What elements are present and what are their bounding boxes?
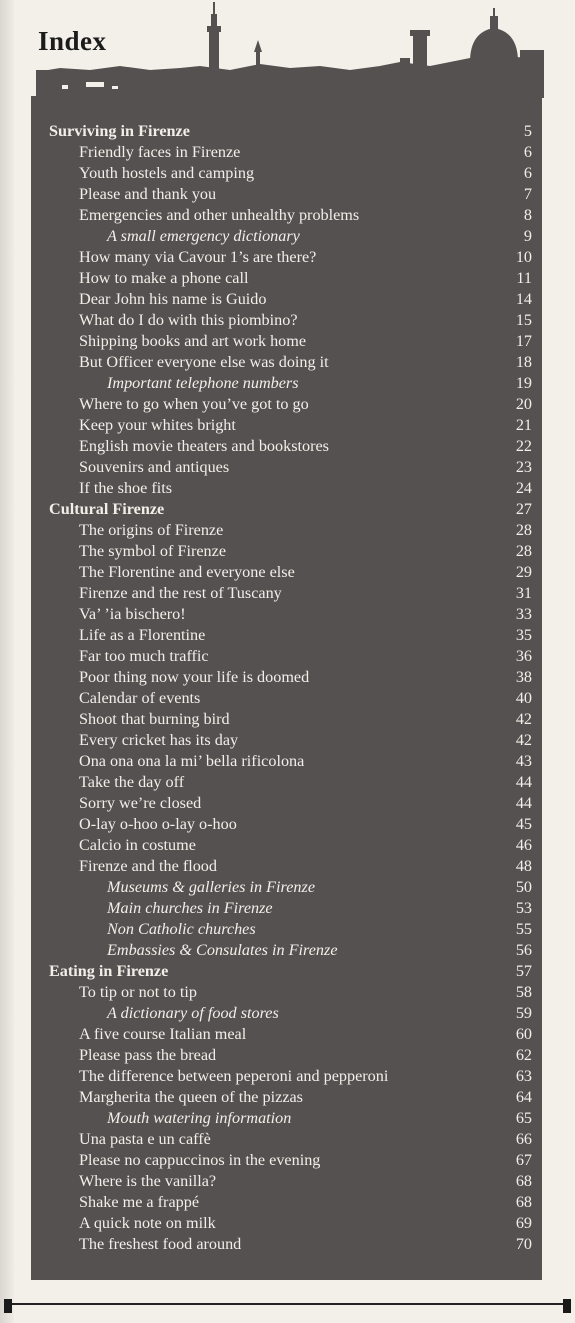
index-entry <box>31 289 542 310</box>
entry-label: Please and thank you <box>79 185 217 203</box>
index-entry <box>31 814 542 835</box>
entry-page-number: 40 <box>515 689 532 707</box>
entry-label: A dictionary of food stores <box>107 1004 279 1022</box>
entry-page-number: 21 <box>515 416 532 434</box>
index-entry <box>31 268 542 289</box>
index-title: Index <box>38 26 107 56</box>
entry-label: Youth hostels and camping <box>79 164 255 182</box>
index-entry <box>31 583 542 604</box>
entry-label: Main churches in Firenze <box>107 899 273 917</box>
index-subentry <box>31 877 542 898</box>
entry-label: How to make a phone call <box>79 269 249 287</box>
entry-label: A five course Italian meal <box>79 1025 247 1043</box>
entry-label: A small emergency dictionary <box>107 227 300 245</box>
index-entry <box>31 457 542 478</box>
entry-label: The Florentine and everyone else <box>79 563 295 581</box>
entry-page-number: 68 <box>515 1172 532 1190</box>
index-entry <box>31 1129 542 1150</box>
entry-page-number: 36 <box>515 647 532 665</box>
index-section <box>31 121 542 142</box>
index-entry <box>31 1150 542 1171</box>
entry-page-number: 28 <box>515 521 532 539</box>
entry-label: Important telephone numbers <box>107 374 299 392</box>
entry-label: Va’ ’ia bischero! <box>79 605 186 623</box>
entry-page-number: 8 <box>523 206 532 224</box>
entry-label: The origins of Firenze <box>79 521 224 539</box>
entry-page-number: 7 <box>523 185 532 203</box>
entry-label: Where to go when you’ve got to go <box>79 395 309 413</box>
index-entry <box>31 625 542 646</box>
page-gutter <box>0 0 14 1323</box>
index-entry <box>31 982 542 1003</box>
entry-label: Margherita the queen of the pizzas <box>79 1088 303 1106</box>
entry-page-number: 63 <box>515 1067 532 1085</box>
index-entry <box>31 1066 542 1087</box>
index-entry <box>31 331 542 352</box>
entry-page-number: 69 <box>515 1214 532 1232</box>
entry-page-number: 29 <box>515 563 532 581</box>
entry-label: Museums & galleries in Firenze <box>107 878 316 896</box>
entry-label: Please pass the bread <box>79 1046 217 1064</box>
index-entry <box>31 394 542 415</box>
index-subentry <box>31 940 542 961</box>
entry-page-number: 28 <box>515 542 532 560</box>
entry-page-number: 42 <box>515 731 532 749</box>
entry-label: Sorry we’re closed <box>79 794 202 812</box>
entry-label: To tip or not to tip <box>79 983 198 1001</box>
entry-page-number: 56 <box>515 941 532 959</box>
entry-label: But Officer everyone else was doing it <box>79 353 329 371</box>
index-entries <box>31 121 542 1255</box>
entry-label: If the shoe fits <box>79 479 173 497</box>
entry-page-number: 66 <box>515 1130 532 1148</box>
index-section <box>31 961 542 982</box>
index-entry <box>31 163 542 184</box>
entry-label: Keep your whites bright <box>79 416 236 434</box>
entry-page-number: 44 <box>515 794 532 812</box>
entry-page-number: 70 <box>515 1235 532 1253</box>
index-entry <box>31 520 542 541</box>
index-entry <box>31 1045 542 1066</box>
entry-page-number: 60 <box>515 1025 532 1043</box>
entry-page-number: 6 <box>523 143 532 161</box>
index-entry <box>31 751 542 772</box>
entry-label: Emergencies and other unhealthy problems <box>79 206 360 224</box>
index-entry <box>31 142 542 163</box>
entry-label: English movie theaters and bookstores <box>79 437 329 455</box>
entry-label: The symbol of Firenze <box>79 542 226 560</box>
entry-page-number: 44 <box>515 773 532 791</box>
index-entry <box>31 1024 542 1045</box>
entry-label: Shoot that burning bird <box>79 710 230 728</box>
index-entry <box>31 709 542 730</box>
entry-page-number: 17 <box>515 332 532 350</box>
entry-page-number: 48 <box>515 857 532 875</box>
entry-label: Firenze and the rest of Tuscany <box>79 584 282 602</box>
page-divider <box>8 1303 568 1305</box>
index-entry <box>31 835 542 856</box>
index-entry <box>31 793 542 814</box>
entry-page-number: 68 <box>515 1193 532 1211</box>
index-section <box>31 499 542 520</box>
entry-label: Where is the vanilla? <box>79 1172 217 1190</box>
entry-label: Take the day off <box>79 773 185 791</box>
entry-label: The freshest food around <box>79 1235 242 1253</box>
index-entry <box>31 1192 542 1213</box>
entry-page-number: 58 <box>515 983 532 1001</box>
index-entry <box>31 667 542 688</box>
index-entry <box>31 184 542 205</box>
entry-page-number: 67 <box>515 1151 532 1169</box>
entry-label: Poor thing now your life is doomed <box>79 668 310 686</box>
entry-page-number: 11 <box>516 269 532 287</box>
entry-page-number: 18 <box>515 353 532 371</box>
entry-label: Non Catholic churches <box>107 920 256 938</box>
entry-page-number: 6 <box>523 164 532 182</box>
entry-label: Friendly faces in Firenze <box>79 143 241 161</box>
index-entry <box>31 415 542 436</box>
entry-label: Eating in Firenze <box>49 962 169 980</box>
index-entry <box>31 730 542 751</box>
entry-page-number: 10 <box>515 248 532 266</box>
entry-label: The difference between peperoni and pepperoni <box>79 1067 389 1085</box>
entry-label: Cultural Firenze <box>49 500 165 518</box>
index-entry <box>31 688 542 709</box>
index-subentry <box>31 226 542 247</box>
index-entry <box>31 205 542 226</box>
entry-page-number: 22 <box>515 437 532 455</box>
entry-page-number: 23 <box>515 458 532 476</box>
index-subentry <box>31 373 542 394</box>
entry-label: Ona ona ona la mi’ bella rificolona <box>79 752 305 770</box>
entry-label: Surviving in Firenze <box>49 122 190 140</box>
index-entry <box>31 1171 542 1192</box>
entry-label: What do I do with this piombino? <box>79 311 298 329</box>
index-entry <box>31 247 542 268</box>
entry-label: How many via Cavour 1’s are there? <box>79 248 317 266</box>
corner-mark-right <box>563 1299 571 1313</box>
index-subentry <box>31 898 542 919</box>
index-entry <box>31 772 542 793</box>
entry-page-number: 65 <box>515 1109 532 1127</box>
entry-label: Shake me a frappé <box>79 1193 199 1211</box>
index-entry <box>31 646 542 667</box>
entry-label: O-lay o-hoo o-lay o-hoo <box>79 815 237 833</box>
entry-page-number: 15 <box>515 311 532 329</box>
index-entry <box>31 310 542 331</box>
index-entry <box>31 1087 542 1108</box>
index-entry <box>31 436 542 457</box>
entry-page-number: 50 <box>515 878 532 896</box>
index-entry <box>31 604 542 625</box>
index-entry <box>31 562 542 583</box>
entry-label: Far too much traffic <box>79 647 209 665</box>
entry-page-number: 42 <box>515 710 532 728</box>
entry-label: Dear John his name is Guido <box>79 290 267 308</box>
index-subentry <box>31 1108 542 1129</box>
entry-label: Life as a Florentine <box>79 626 206 644</box>
entry-label: Una pasta e un caffè <box>79 1130 211 1148</box>
entry-page-number: 9 <box>523 227 532 245</box>
index-entry <box>31 1213 542 1234</box>
entry-page-number: 35 <box>515 626 532 644</box>
entry-page-number: 14 <box>515 290 532 308</box>
entry-page-number: 33 <box>515 605 532 623</box>
index-entry <box>31 352 542 373</box>
entry-page-number: 38 <box>515 668 532 686</box>
entry-page-number: 57 <box>515 962 532 980</box>
entry-page-number: 59 <box>515 1004 532 1022</box>
entry-page-number: 5 <box>523 122 532 140</box>
index-subentry <box>31 1003 542 1024</box>
entry-page-number: 62 <box>515 1046 532 1064</box>
entry-label: Please no cappuccinos in the evening <box>79 1151 321 1169</box>
corner-mark-left <box>4 1299 12 1313</box>
entry-page-number: 53 <box>515 899 532 917</box>
entry-label: Every cricket has its day <box>79 731 239 749</box>
entry-label: Calcio in costume <box>79 836 196 854</box>
entry-page-number: 31 <box>515 584 532 602</box>
entry-page-number: 46 <box>515 836 532 854</box>
entry-page-number: 24 <box>515 479 532 497</box>
entry-page-number: 27 <box>515 500 532 518</box>
entry-page-number: 20 <box>515 395 532 413</box>
index-entry <box>31 478 542 499</box>
index-entry <box>31 1234 542 1255</box>
entry-page-number: 64 <box>515 1088 532 1106</box>
entry-label: Embassies & Consulates in Firenze <box>107 941 338 959</box>
entry-label: A quick note on milk <box>79 1214 216 1232</box>
index-entry <box>31 541 542 562</box>
entry-page-number: 43 <box>515 752 532 770</box>
index-entry <box>31 856 542 877</box>
entry-page-number: 55 <box>515 920 532 938</box>
entry-label: Mouth watering information <box>107 1109 292 1127</box>
index-subentry <box>31 919 542 940</box>
entry-label: Calendar of events <box>79 689 201 707</box>
entry-label: Firenze and the flood <box>79 857 217 875</box>
entry-page-number: 45 <box>515 815 532 833</box>
entry-page-number: 19 <box>515 374 532 392</box>
entry-label: Souvenirs and antiques <box>79 458 230 476</box>
entry-label: Shipping books and art work home <box>79 332 307 350</box>
